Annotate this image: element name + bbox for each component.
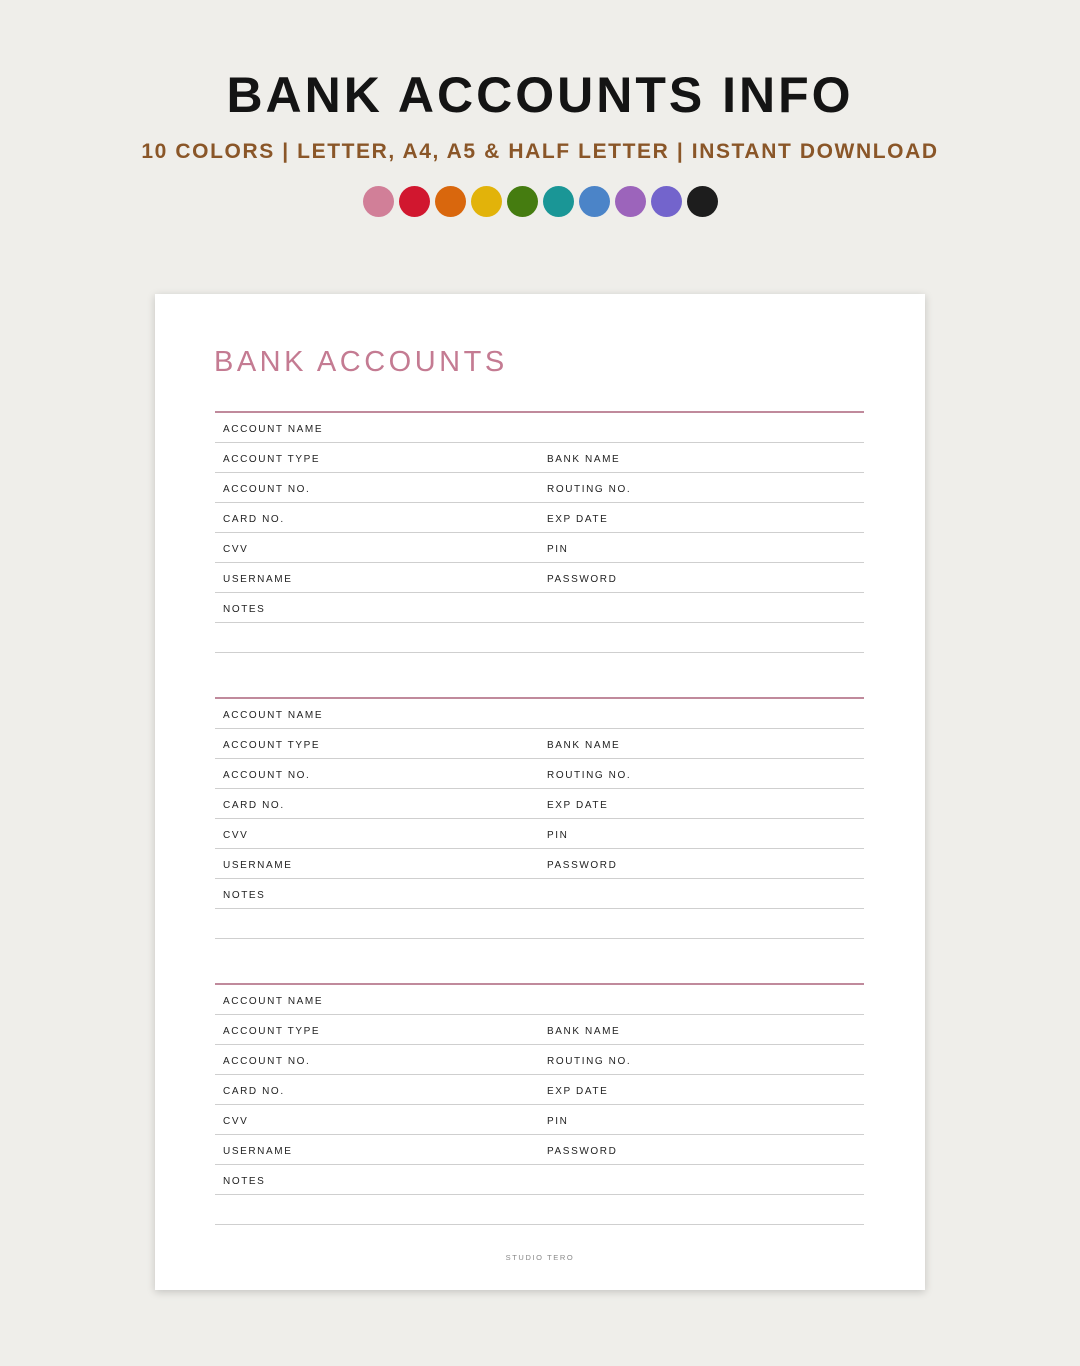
color-swatch-4	[471, 186, 502, 217]
exp-date-label: EXP DATE	[547, 1086, 609, 1097]
account-type-label: ACCOUNT TYPE	[223, 1026, 321, 1037]
notes-row	[215, 879, 864, 909]
card-no-row	[215, 1075, 864, 1105]
account-name-row	[215, 985, 864, 1015]
color-swatch-1	[363, 186, 394, 217]
username-label: USERNAME	[223, 860, 293, 871]
card-no-label: CARD NO.	[223, 800, 285, 811]
account-name-label: ACCOUNT NAME	[223, 996, 324, 1007]
cvv-label: CVV	[223, 1116, 249, 1127]
account-type-row	[215, 729, 864, 759]
username-row	[215, 1135, 864, 1165]
notes-blank-line	[215, 1195, 864, 1225]
exp-date-label: EXP DATE	[547, 514, 609, 525]
notes-label: NOTES	[223, 890, 266, 901]
password-label: PASSWORD	[547, 860, 618, 871]
account-name-row	[215, 699, 864, 729]
account-type-label: ACCOUNT TYPE	[223, 740, 321, 751]
notes-row	[215, 593, 864, 623]
color-swatch-10	[687, 186, 718, 217]
card-no-row	[215, 789, 864, 819]
account-name-row	[215, 413, 864, 443]
page-title: BANK ACCOUNTS INFO	[226, 67, 854, 123]
card-no-label: CARD NO.	[223, 1086, 285, 1097]
notes-label: NOTES	[223, 604, 266, 615]
bank-name-label: BANK NAME	[547, 454, 621, 465]
account-no-row	[215, 1045, 864, 1075]
account-block-1	[215, 411, 864, 653]
account-no-label: ACCOUNT NO.	[223, 1056, 311, 1067]
cvv-row	[215, 1105, 864, 1135]
cvv-row	[215, 819, 864, 849]
account-no-row	[215, 759, 864, 789]
card-no-row	[215, 503, 864, 533]
sheet-title: BANK ACCOUNTS	[214, 346, 508, 378]
color-swatch-3	[435, 186, 466, 217]
account-name-label: ACCOUNT NAME	[223, 424, 324, 435]
routing-no-label: ROUTING NO.	[547, 1056, 632, 1067]
username-label: USERNAME	[223, 574, 293, 585]
bank-name-label: BANK NAME	[547, 1026, 621, 1037]
username-row	[215, 849, 864, 879]
pin-label: PIN	[547, 1116, 569, 1127]
sheet-footer: STUDIO TERO	[505, 1253, 575, 1262]
color-swatch-5	[507, 186, 538, 217]
account-type-label: ACCOUNT TYPE	[223, 454, 321, 465]
color-swatch-7	[579, 186, 610, 217]
notes-row	[215, 1165, 864, 1195]
printable-sheet	[155, 294, 925, 1290]
card-no-label: CARD NO.	[223, 514, 285, 525]
color-swatch-9	[651, 186, 682, 217]
notes-blank-line	[215, 909, 864, 939]
pin-label: PIN	[547, 544, 569, 555]
color-swatch-8	[615, 186, 646, 217]
page-subtitle: 10 COLORS | LETTER, A4, A5 & HALF LETTER | INSTANT DOWNLOAD	[141, 140, 939, 163]
account-no-label: ACCOUNT NO.	[223, 770, 311, 781]
account-block-3	[215, 983, 864, 1225]
notes-label: NOTES	[223, 1176, 266, 1187]
username-row	[215, 563, 864, 593]
username-label: USERNAME	[223, 1146, 293, 1157]
account-no-label: ACCOUNT NO.	[223, 484, 311, 495]
routing-no-label: ROUTING NO.	[547, 770, 632, 781]
cvv-label: CVV	[223, 830, 249, 841]
account-name-label: ACCOUNT NAME	[223, 710, 324, 721]
account-type-row	[215, 1015, 864, 1045]
cvv-label: CVV	[223, 544, 249, 555]
cvv-row	[215, 533, 864, 563]
bank-name-label: BANK NAME	[547, 740, 621, 751]
color-swatches	[0, 186, 1080, 217]
color-swatch-6	[543, 186, 574, 217]
account-type-row	[215, 443, 864, 473]
color-swatch-2	[399, 186, 430, 217]
pin-label: PIN	[547, 830, 569, 841]
account-block-2	[215, 697, 864, 939]
account-no-row	[215, 473, 864, 503]
exp-date-label: EXP DATE	[547, 800, 609, 811]
notes-blank-line	[215, 623, 864, 653]
routing-no-label: ROUTING NO.	[547, 484, 632, 495]
password-label: PASSWORD	[547, 574, 618, 585]
password-label: PASSWORD	[547, 1146, 618, 1157]
